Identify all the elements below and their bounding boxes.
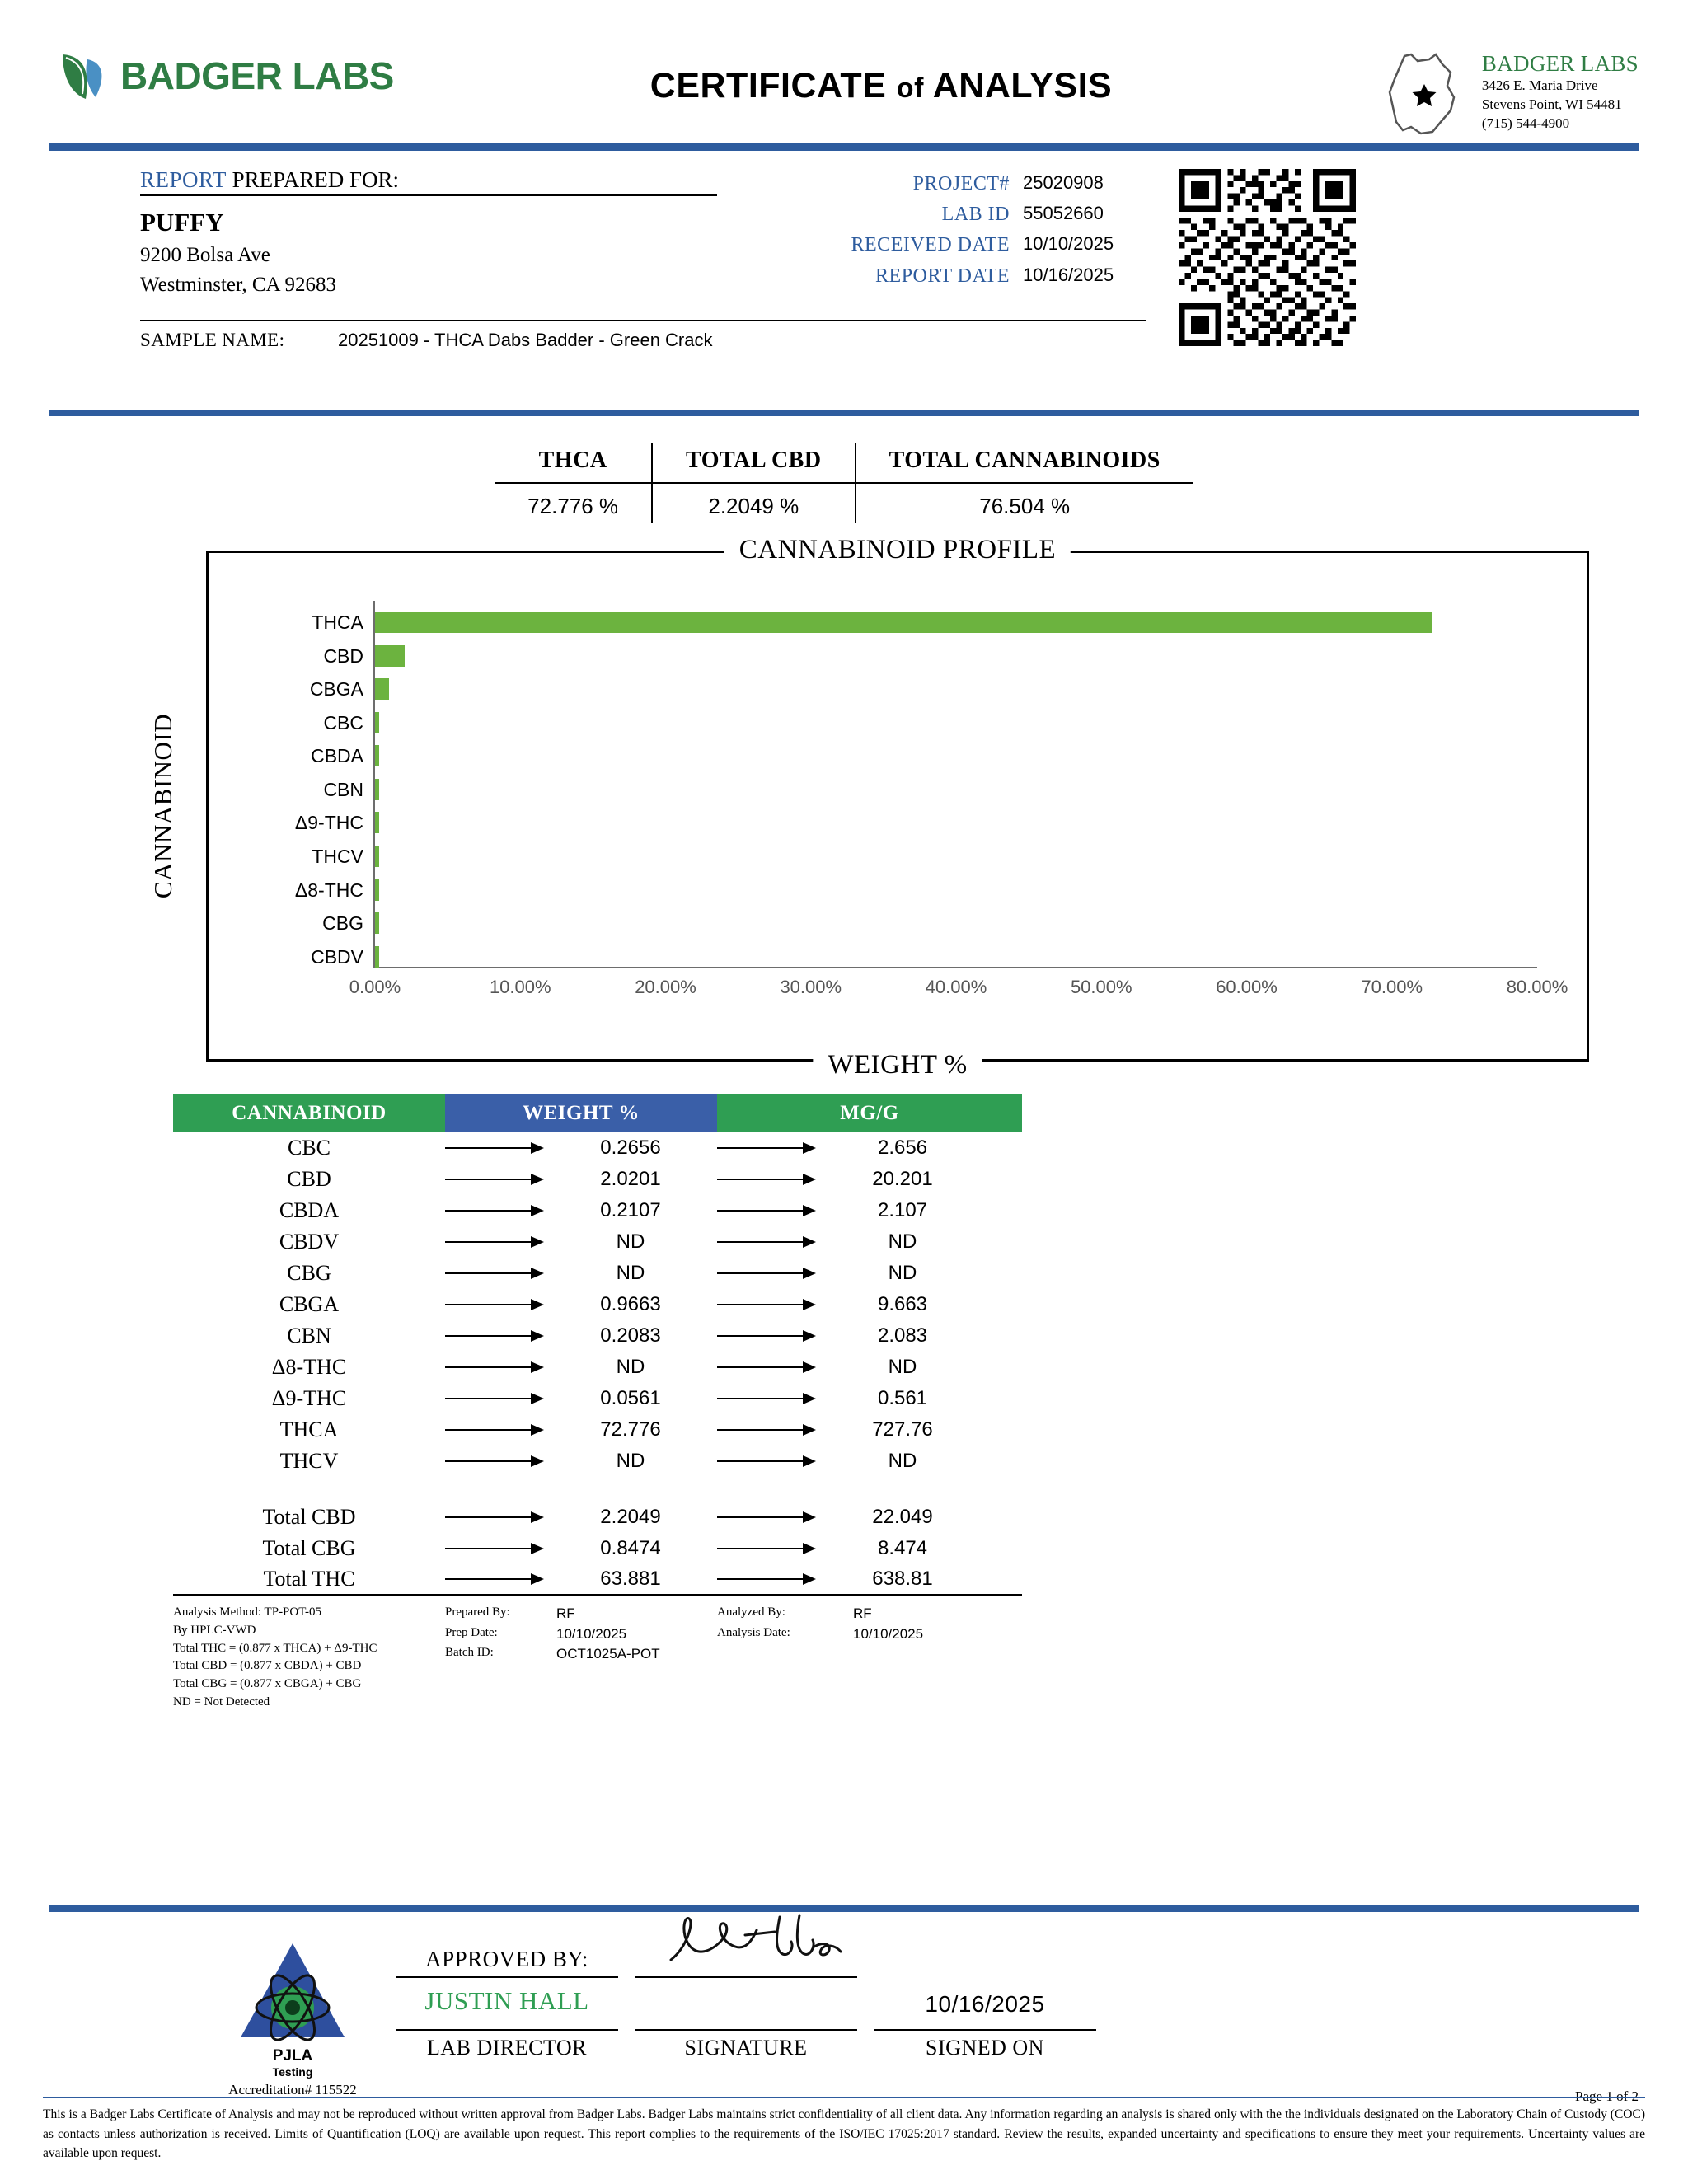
arrow-icon [445,1205,544,1216]
analyte-mg-per-g: 8.474 [877,1537,928,1559]
analyte-name: Total CBG [262,1536,356,1560]
chart-bar-fill [375,946,379,968]
meta-row [725,169,1146,199]
meta-value: 10/16/2025 [1023,264,1114,285]
chart-bar [312,845,379,867]
arrow-icon [445,1142,544,1154]
meta-label: LAB ID [941,204,1010,226]
header-divider [49,143,1639,151]
chart-bar-fill [375,678,389,700]
chart-bar [323,711,379,733]
signature-spacer [626,1978,865,2029]
formula-total-thc: Total THC = (0.877 x THCA) + Δ9-THC [173,1641,377,1655]
chart-x-tick: 40.00% [925,977,987,997]
table-row [173,1195,1022,1226]
table-row [173,1564,1022,1596]
lab-address-block [1284,48,1639,142]
arrow-icon [717,1330,816,1342]
analyte-mg-per-g: 0.561 [877,1387,928,1409]
analyzed-by-row [717,1604,1022,1624]
sample-name-value: 20251009 - THCA Dabs Badder - Green Crack [338,330,713,350]
prep-date-row [445,1624,717,1645]
report-meta-list [725,169,1146,292]
nd-definition: ND = Not Detected [173,1694,270,1708]
results-header-row [173,1094,1022,1132]
analyte-mg-per-g: 2.656 [877,1137,928,1159]
chart-category-label: CBG [322,912,363,935]
approver-name: JUSTIN HALL [424,1986,589,2015]
arrow-icon [445,1299,544,1310]
page-number: Page 1 of 2 [1575,2088,1639,2104]
arrow-icon [717,1424,816,1436]
analyte-weight-percent: 0.8474 [600,1537,661,1559]
table-row [173,1533,1022,1564]
arrow-icon [445,1174,544,1185]
analyzed-by-value: RF [853,1605,872,1621]
chart-bar [323,644,405,667]
prepared-for-label: PREPARED FOR: [232,167,399,192]
chart-bar-fill [375,912,379,934]
table-row [173,1164,1022,1195]
analyte-name: CBGA [279,1292,340,1316]
analyte-name: THCV [279,1449,339,1473]
results-col-weight: WEIGHT % [445,1094,717,1132]
pjla-name: PJLA [272,2047,313,2064]
meta-value: 25020908 [1023,172,1104,193]
formula-total-cbd: Total CBD = (0.877 x CBDA) + CBD [173,1659,362,1673]
chart-bar-fill [375,846,379,867]
analysis-method: Analysis Method: TP-POT-05 [173,1605,322,1619]
analyte-mg-per-g: ND [888,1262,917,1284]
chart-category-label: Δ8-THC [294,879,363,901]
table-row [173,1226,1022,1258]
arrow-icon [717,1268,816,1279]
table-row [173,1132,1022,1164]
sample-name-row [140,320,1146,351]
prepared-by-value: RF [556,1605,575,1621]
chart-category-label: CBC [323,711,363,733]
summary-header: TOTAL CANNABINOIDS [856,443,1193,483]
chart-category-label: THCA [312,612,363,634]
arrow-icon [445,1424,544,1436]
report-prepared-heading [140,167,717,196]
client-street: 9200 Bolsa Ave [140,244,270,266]
analyte-weight-percent: 72.776 [600,1418,661,1441]
table-row [173,1502,1022,1533]
chart-bar-fill [375,779,379,800]
brand-logo [49,48,478,104]
analyte-name: CBN [287,1324,331,1347]
arrow-icon [717,1236,816,1248]
signed-on-block [865,1937,1104,2060]
client-city-state: Westminster, CA 92683 [140,274,336,296]
analyte-weight-percent: 0.0561 [600,1387,661,1409]
arrow-icon [445,1455,544,1467]
analyte-mg-per-g: 638.81 [872,1568,933,1590]
analyte-mg-per-g: 2.083 [877,1324,928,1347]
analyte-name: CBD [287,1167,331,1191]
wisconsin-map-icon [1375,51,1474,142]
analyte-weight-percent: ND [616,1356,645,1378]
signed-on-date: 10/16/2025 [925,1991,1045,2017]
chart-category-label: CBGA [309,678,363,701]
table-row [173,1383,1022,1414]
formula-total-cbg: Total CBG = (0.877 x CBGA) + CBG [173,1677,362,1690]
chart-bar-fill [375,879,379,901]
chart-x-tick: 50.00% [1070,977,1132,997]
analyzed-by-label: Analyzed By: [717,1605,785,1619]
table-row [173,1446,1022,1477]
prepared-by-label: Prepared By: [445,1605,510,1619]
arrow-icon [445,1393,544,1404]
analyte-weight-percent: ND [616,1450,645,1472]
results-table [173,1094,1022,1596]
arrow-icon [445,1236,544,1248]
chart-x-tick: 60.00% [1216,977,1278,997]
chart-x-tick: 80.00% [1506,977,1568,997]
lab-phone: (715) 544-4900 [1481,115,1570,131]
meta-row [725,230,1146,260]
chart-bar [294,879,379,901]
report-info-section [49,151,1639,398]
analysis-instrument: By HPLC-VWD [173,1623,256,1637]
sample-name-label: SAMPLE NAME: [140,330,285,350]
section-divider [49,410,1639,416]
table-row [173,1320,1022,1352]
analyte-weight-percent: ND [616,1230,645,1253]
meta-label: REPORT DATE [875,265,1010,287]
analyte-mg-per-g: 2.107 [877,1199,928,1221]
pjla-logo-icon [231,1937,354,2044]
arrow-icon [445,1330,544,1342]
analyte-name: THCA [279,1418,339,1441]
analysis-date-label: Analysis Date: [717,1625,790,1639]
arrow-icon [717,1142,816,1154]
arrow-icon [717,1361,816,1373]
arrow-icon [717,1573,816,1585]
title-end: ANALYSIS [932,66,1113,105]
arrow-icon [445,1511,544,1523]
arrow-icon [717,1299,816,1310]
arrow-icon [445,1361,544,1373]
results-col-mgg: MG/G [717,1094,1022,1132]
meta-value: 10/10/2025 [1023,233,1114,255]
arrow-icon [717,1455,816,1467]
chart-x-tick: 30.00% [780,977,842,997]
pjla-accreditation [198,1937,387,2098]
analyte-weight-percent: 0.2656 [600,1137,661,1159]
analyte-mg-per-g: ND [888,1230,917,1253]
chart-bar-fill [375,712,379,733]
chart-bar-fill [375,612,1432,633]
badger-leaf-icon [58,48,109,104]
cannabinoid-profile-chart [148,535,1589,1080]
arrow-icon [717,1511,816,1523]
arrow-icon [717,1393,816,1404]
lab-name: BADGER LABS [1481,51,1639,76]
page-title [478,48,1284,106]
chart-bar [311,745,379,767]
chart-category-label: Δ9-THC [294,812,363,834]
batch-id-row [445,1644,717,1665]
prep-date-value: 10/10/2025 [556,1625,627,1642]
summary-table [495,443,1193,523]
chart-bar [312,612,1432,634]
chart-category-label: CBDA [311,745,363,767]
analyte-mg-per-g: ND [888,1450,917,1472]
batch-id-label: Batch ID: [445,1646,494,1660]
chart-bar [322,912,379,935]
analyte-name: CBDA [279,1198,340,1222]
analyte-name: Δ9-THC [271,1386,347,1410]
summary-value: 72.776 % [528,494,619,518]
analyte-name: Total THC [263,1567,355,1591]
analyte-mg-per-g: 727.76 [872,1418,933,1441]
chart-category-label: CBN [323,778,363,800]
chart-bar [294,812,379,834]
lab-address-2: Stevens Point, WI 54481 [1481,96,1622,112]
analyte-mg-per-g: ND [888,1356,917,1378]
analyte-name: Total CBD [262,1505,356,1529]
analyte-weight-percent: 2.2049 [600,1506,661,1528]
arrow-icon [717,1543,816,1554]
analysis-date-row [717,1624,1022,1645]
chart-bar-fill [375,645,405,667]
chart-bar [309,678,389,701]
chart-bar [311,945,379,968]
signature-label: SIGNATURE [635,2029,857,2060]
chart-x-tick: 10.00% [489,977,551,997]
chart-category-label: THCV [312,845,363,867]
analyte-weight-percent: 0.2107 [600,1199,661,1221]
prep-date-label: Prep Date: [445,1625,498,1639]
analyte-weight-percent: 0.2083 [600,1324,661,1347]
meta-value: 55052660 [1023,203,1104,224]
signature-image [659,1909,849,1979]
signed-on-spacer [874,1947,1096,1978]
disclaimer-text: This is a Badger Labs Certificate of Analysis and may not be reproduced without written approval from Badger Labs. Badger Labs maintains strict confidentiality of all client data. Any information regarding an analysis is shared only with the the individuals designated on the Laboratory Chain of Custody (COC) as contacts unless authorization is received. Limits of Quantification (LOQ) are available upon request. This report complies to the requirements of the ISO/IEC 17025:2017 standard. Review the results, expanded uncertainty and specifications to ensure they meet your requirements. Uncertainty values are available upon request. [43,2097,1645,2163]
table-row [173,1258,1022,1289]
analyte-weight-percent: 2.0201 [600,1168,661,1190]
meta-row [725,261,1146,292]
arrow-icon [445,1573,544,1585]
table-row [173,1414,1022,1446]
summary-section [49,443,1639,523]
pjla-accreditation-number: Accreditation# 115522 [228,2082,357,2097]
analyte-name: Δ8-THC [271,1355,347,1379]
analyte-mg-per-g: 9.663 [877,1293,928,1315]
chart-x-axis-label: WEIGHT % [813,1050,982,1080]
chart-bar-fill [375,745,379,766]
qr-code[interactable] [1179,169,1356,346]
meta-row [725,199,1146,230]
analysis-date-value: 10/10/2025 [853,1625,924,1642]
chart-plot-area [294,601,1568,997]
chart-category-label: CBD [323,644,363,667]
summary-value: 2.2049 % [652,483,856,523]
summary-value: 76.504 % [856,483,1193,523]
arrow-icon [445,1268,544,1279]
chart-x-tick: 20.00% [635,977,696,997]
summary-header: TOTAL CBD [652,443,856,483]
analyte-weight-percent: 63.881 [600,1568,661,1590]
approved-by-label: APPROVED BY: [396,1947,618,1978]
analyte-weight-percent: ND [616,1262,645,1284]
chart-y-axis-label: CANNABINOID [148,713,177,899]
page-header [49,0,1639,132]
meta-label: RECEIVED DATE [851,234,1010,256]
chart-title: CANNABINOID PROFILE [724,535,1071,565]
method-notes [173,1604,1022,1712]
analyte-weight-percent: 0.9663 [600,1293,661,1315]
analyte-mg-per-g: 22.049 [872,1506,933,1528]
table-row [173,1352,1022,1383]
arrow-icon [717,1174,816,1185]
analyte-name: CBC [287,1136,331,1160]
client-name: PUFFY [140,208,224,237]
chart-x-axis-line [375,967,1537,968]
meta-label: PROJECT# [912,173,1010,194]
signature-block [626,1937,865,2060]
analyte-name: CBG [287,1261,331,1285]
approved-by-block [387,1937,626,2060]
chart-bar-fill [375,812,379,833]
summary-header: THCA [495,443,652,483]
analyte-mg-per-g: 20.201 [872,1168,933,1190]
lab-address-1: 3426 E. Maria Drive [1481,77,1598,93]
results-col-cannabinoid: CANNABINOID [173,1094,445,1132]
table-row [173,1289,1022,1320]
chart-x-tick: 0.00% [349,977,401,997]
prepared-by-row [445,1604,717,1624]
report-word: REPORT [140,167,227,192]
brand-name: BADGER LABS [120,54,394,97]
title-main: CERTIFICATE [649,66,887,105]
batch-id-value: OCT1025A-POT [556,1646,660,1662]
pjla-subtitle: Testing [272,2065,313,2079]
signed-on-label: SIGNED ON [874,2029,1096,2060]
chart-category-label: CBDV [311,945,363,968]
approver-title: LAB DIRECTOR [396,2029,618,2060]
arrow-icon [445,1543,544,1554]
arrow-icon [717,1205,816,1216]
chart-x-tick: 70.00% [1361,977,1423,997]
analyte-name: CBDV [279,1230,340,1254]
chart-bar [323,778,379,800]
title-of: of [896,73,924,104]
